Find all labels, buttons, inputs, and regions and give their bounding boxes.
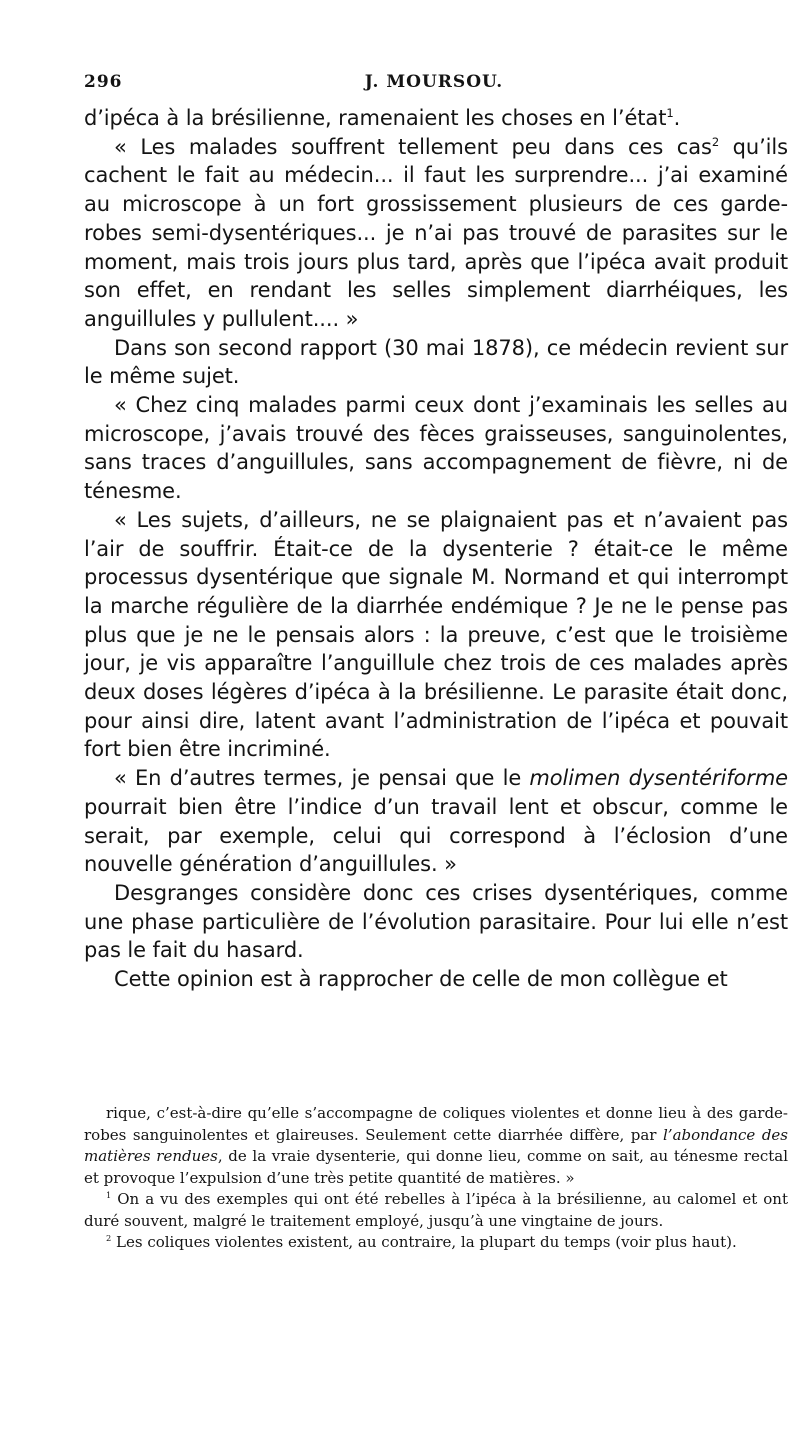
footnote-continuation-italic: l’abondance des matières rendues bbox=[84, 1125, 788, 1165]
paragraph-3: Dans son second rapport (30 mai 1878), ce médecin revient sur le même sujet. bbox=[84, 335, 788, 389]
footnote-2 bbox=[84, 1232, 788, 1254]
paragraph-1 bbox=[84, 104, 788, 133]
footnote-1-text: On a vu des exemples qui ont été rebelles à l’ipéca à la brésilienne, au calomel et ont duré souvent, malgré le traitement employé, jusqu’à une vingtaine de jours. bbox=[84, 1190, 788, 1230]
paragraph-2 bbox=[84, 133, 788, 334]
footnote-1 bbox=[84, 1189, 788, 1232]
paragraph-6-text-b: pourrait bien être l’indice d’un travail lent et obscur, comme le serait, par exemple, celui qui correspond à l’éclosion d’une nouvelle génération d’anguillules. » bbox=[84, 794, 788, 877]
running-title: J. MOURSOU. bbox=[364, 72, 504, 92]
paragraph-1-text: d’ipéca à la brésilienne, ramenaient les choses en l’état bbox=[84, 106, 667, 130]
footnote-2-text: Les coliques violentes existent, au contraire, la plupart du temps (voir plus haut). bbox=[111, 1233, 737, 1251]
footnote-continuation bbox=[84, 1103, 788, 1189]
footnote-ref-1: 1 bbox=[666, 106, 674, 120]
paragraph-5: « Les sujets, d’ailleurs, ne se plaignaient pas et n’avaient pas l’air de souffrir. Était-ce de la dysenterie ? était-ce le même processus dysentérique que signale M. Normand et qui interrompt la marche régulière de la diarrhée endémique ? Je ne le pense pas plus que je ne le pensais alors : la preuve, c’est que le troisième jour, je vis apparaître l’anguillule chez trois de ces malades après deux doses légères d’ipéca à la brésilienne. Le parasite était donc, pour ainsi dire, latent avant l’administration de l’ipéca et pouvait fort bien être incriminé. bbox=[84, 507, 788, 762]
running-head bbox=[84, 68, 784, 96]
paragraph-6-italic: molimen dysentériforme bbox=[529, 766, 788, 791]
paragraph-2-text-b: qu’ils cachent le fait au médecin... il faut les surprendre... j’ai examiné au microscope à un fort grossissement plusieurs de ces garde-robes semi-dysentériques... je n’ai pas trouvé de parasites sur le moment, mais trois jours plus tard, après que l’ipéca avait produit son effet, en rendant les selles simplement diarrhéiques, les anguillules y pullulent.... » bbox=[84, 134, 788, 331]
footnote-continuation-a: rique, c’est-à-dire qu’elle s’accompagne de coliques violentes et donne lieu à des garde-robes sanguinolentes et glaireuses. Seulement cette diarrhée diffère, par bbox=[84, 1104, 788, 1144]
page-number: 296 bbox=[84, 72, 123, 92]
main-text bbox=[84, 104, 788, 994]
footnotes bbox=[84, 1103, 788, 1254]
paragraph-6 bbox=[84, 764, 788, 879]
paragraph-4: « Chez cinq malades parmi ceux dont j’examinais les selles au microscope, j’avais trouvé des fèces graisseuses, sanguinolentes, sans traces d’anguillules, sans accompagnement de fièvre, ni de ténesme. bbox=[84, 393, 788, 504]
paragraph-8: Cette opinion est à rapprocher de celle de mon collègue et bbox=[114, 967, 728, 992]
footnote-2-number: 2 bbox=[106, 1233, 112, 1243]
footnote-continuation-b: , de la vraie dysenterie, qui donne lieu, comme on sait, au ténesme rectal et provoque l’expulsion d’une très petite quantité de matières. » bbox=[84, 1147, 788, 1187]
paragraph-7: Desgranges considère donc ces crises dysentériques, comme une phase particulière de l’évolution parasitaire. Pour lui elle n’est pas le fait du hasard. bbox=[84, 880, 788, 963]
footnote-1-number: 1 bbox=[106, 1190, 112, 1200]
paragraph-2-text-a: « Les malades souffrent tellement peu dans ces cas bbox=[114, 134, 712, 159]
paragraph-1-end: . bbox=[673, 106, 681, 130]
paragraph-6-text-a: « En d’autres termes, je pensai que le bbox=[114, 766, 530, 791]
footnote-ref-2: 2 bbox=[711, 134, 720, 149]
